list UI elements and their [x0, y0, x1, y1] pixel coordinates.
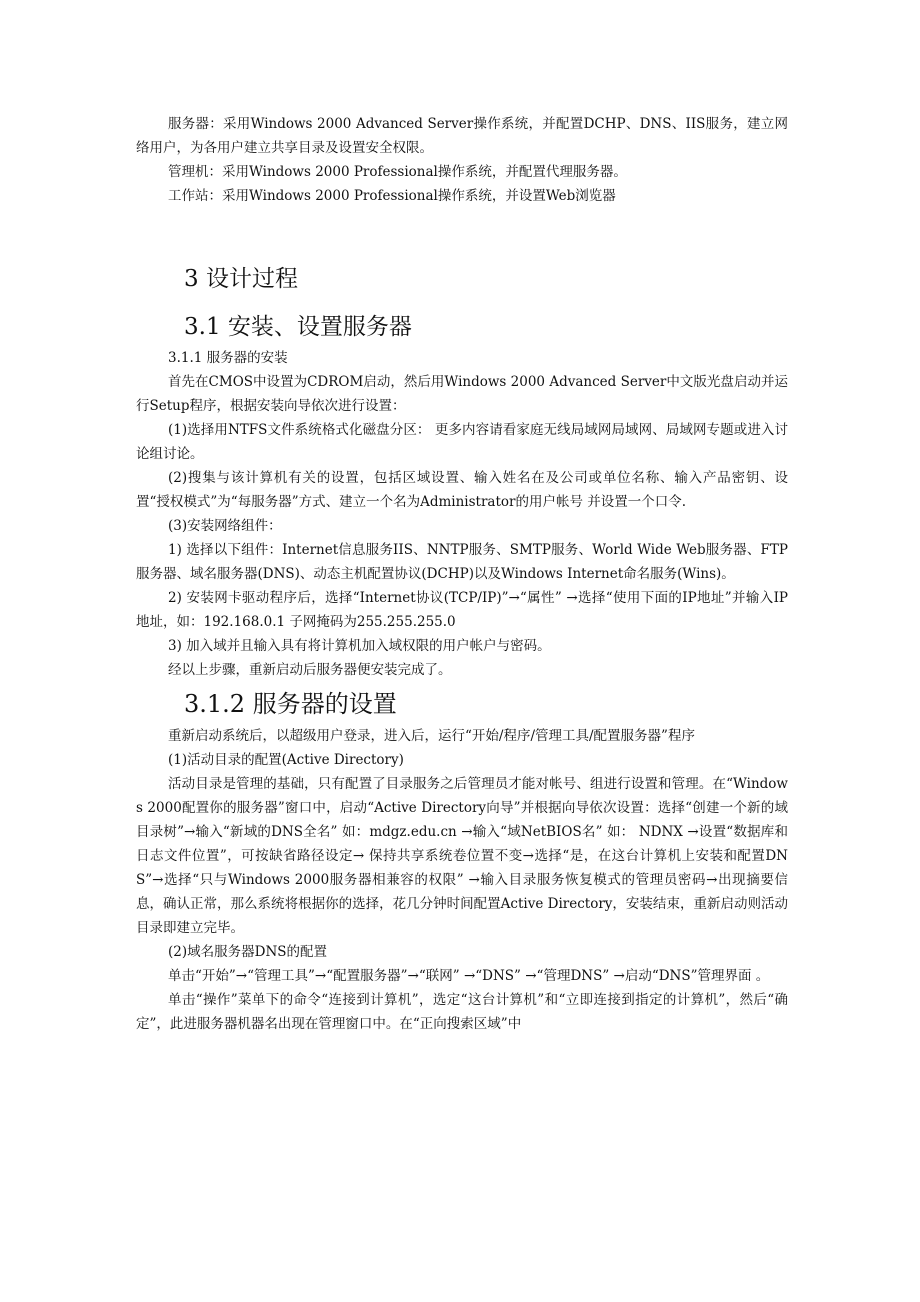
- paragraph: (3)安装网络组件：: [168, 518, 282, 534]
- paragraph: 经以上步骤，重新启动后服务器便安装完成了。: [168, 662, 452, 678]
- intro-server: 服务器：采用Windows 2000 Advanced Server操作系统，并配置DCHP、DNS、IIS服务，建立网络用户，为各用户建立共享目录及设置安全权限。: [136, 116, 788, 156]
- intro-manager: 管理机：采用Windows 2000 Professional操作系统，并配置代理服务器。: [168, 164, 627, 180]
- paragraph: (1)选择用NTFS文件系统格式化磁盘分区： 更多内容请看家庭无线局域网局域网、局域网专题或进入讨论组讨论。: [136, 422, 788, 462]
- paragraph: 2) 安装网卡驱动程序后，选择“Internet协议(TCP/IP)”→“属性” →选择“使用下面的IP地址”并输入IP地址，如：192.168.0.1 子网掩码为255.255.255.0: [136, 590, 788, 630]
- section-3-1-heading: 3.1 安装、设置服务器: [184, 314, 412, 340]
- paragraph: 首先在CMOS中设置为CDROM启动，然后用Windows 2000 Advanced Server中文版光盘启动并运行Setup程序，根据安装向导依次进行设置：: [136, 374, 788, 414]
- paragraph: (1)活动目录的配置(Active Directory): [168, 752, 404, 768]
- section-3-heading: 3 设计过程: [184, 266, 298, 292]
- paragraph: 3) 加入域并且输入具有将计算机加入域权限的用户帐户与密码。: [168, 638, 551, 654]
- intro-workstation: 工作站：采用Windows 2000 Professional操作系统，并设置Web浏览器: [168, 188, 616, 204]
- section-3-1-1-heading: 3.1.1 服务器的安装: [168, 350, 288, 366]
- paragraph: 单击“开始”→“管理工具”→“配置服务器”→“联网” →“DNS” →“管理DNS” →启动“DNS”管理界面 。: [168, 968, 770, 984]
- paragraph: 重新启动系统后，以超级用户登录，进入后，运行“开始/程序/管理工具/配置服务器”程序: [168, 728, 695, 744]
- paragraph: 单击“操作”菜单下的命令“连接到计算机”，选定“这台计算机”和“立即连接到指定的计算机”，然后“确定”，此进服务器机器名出现在管理窗口中。在“正向搜索区域”中: [136, 992, 788, 1032]
- document-body: [136, 112, 788, 1036]
- paragraph: (2)域名服务器DNS的配置: [168, 944, 328, 960]
- paragraph: 1) 选择以下组件：Internet信息服务IIS、NNTP服务、SMTP服务、World Wide Web服务器、FTP服务器、域名服务器(DNS)、动态主机配置协议(DCHP)以及Windows Internet命名服务(Wins)。: [136, 542, 788, 582]
- section-3-1-2-heading: 3.1.2 服务器的设置: [184, 690, 397, 718]
- paragraph: 活动目录是管理的基础，只有配置了目录服务之后管理员才能对帐号、组进行设置和管理。在“Windows 2000配置你的服务器”窗口中，启动“Active Directory向导”并根据向导依次设置：选择“创建一个新的域目录树”→输入“新域的DNS全名” 如：mdgz.edu.cn →输入“域NetBIOS名” 如： NDNX →设置“数据库和日志文件位置”，可按缺省路径设定→ 保持共享系统卷位置不变→选择“是，在这台计算机上安装和配置DNS”→选择“只与Windows 2000服务器相兼容的权限” →输入目录服务恢复模式的管理员密码→出现摘要信息，确认正常，那么系统将根据你的选择，花几分钟时间配置Active Directory，安装结束，重新启动则活动目录即建立完毕。: [136, 776, 788, 936]
- paragraph: (2)搜集与该计算机有关的设置，包括区域设置、输入姓名在及公司或单位名称、输入产品密钥、设置“授权模式”为“每服务器”方式、建立一个名为Administrator的用户帐号 并设置一个口令.: [136, 470, 788, 510]
